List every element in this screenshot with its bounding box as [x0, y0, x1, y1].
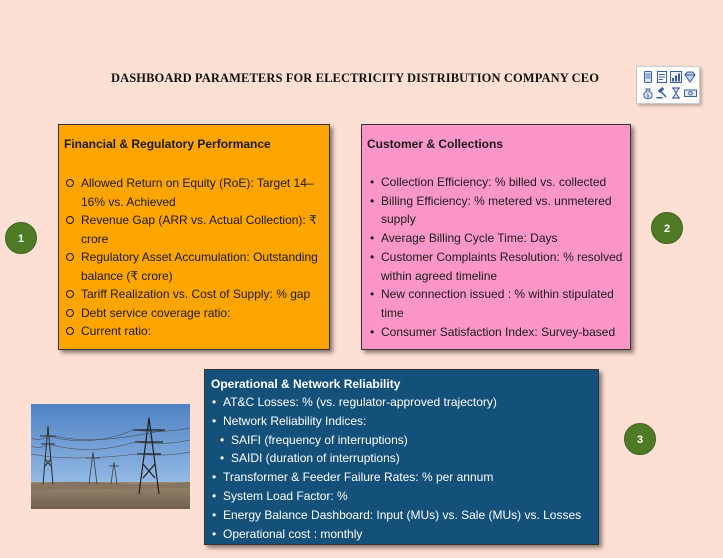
icon-strip [636, 66, 700, 104]
marker-3: 3 [624, 423, 656, 455]
banknote-icon [684, 87, 697, 99]
financial-heading: Financial & Regulatory Performance [64, 137, 271, 151]
list-item: • Network Reliability Indices: [211, 412, 598, 431]
list-item: • Billing Efficiency: % metered vs. unmetered supply [367, 192, 630, 229]
financial-list [64, 174, 329, 341]
list-item: Allowed Return on Equity (RoE): Target 14–16% vs. Achieved [64, 174, 329, 211]
customer-collections-box [361, 124, 631, 350]
list-item: • Average Billing Cycle Time: Days [367, 229, 630, 248]
marker-2: 2 [651, 212, 683, 244]
financial-regulatory-box [58, 124, 330, 350]
list-item: Revenue Gap (ARR vs. Actual Collection): ₹ crore [64, 211, 329, 248]
money-bag-icon [642, 87, 654, 99]
list-item: • New connection issued : % within stipulated time [367, 285, 630, 322]
hourglass-icon [670, 87, 682, 99]
list-item: Tariff Realization vs. Cost of Supply: % gap [64, 285, 329, 304]
list-item: • System Load Factor: % [211, 487, 598, 506]
phone-icon [642, 71, 654, 83]
operational-list [211, 393, 598, 543]
operational-heading: Operational & Network Reliability [211, 377, 401, 391]
customer-list [367, 173, 630, 341]
diamond-icon [684, 71, 696, 83]
list-item: • Energy Balance Dashboard: Input (MUs) vs. Sale (MUs) vs. Losses [211, 506, 598, 525]
list-item: • Consumer Satisfaction Index: Survey-based [367, 323, 630, 342]
marker-1: 1 [5, 222, 37, 254]
list-item: • Customer Complaints Resolution: % resolved within agreed timeline [367, 248, 630, 285]
list-item: • AT&C Losses: % (vs. regulator-approved trajectory) [211, 393, 598, 412]
transmission-towers-photo [31, 404, 190, 509]
list-item: • SAIFI (frequency of interruptions) [211, 431, 598, 450]
operational-network-box [204, 369, 599, 545]
document-icon [656, 71, 668, 83]
list-item: Regulatory Asset Accumulation: Outstanding balance (₹ crore) [64, 248, 329, 285]
gavel-icon [656, 87, 668, 99]
list-item: • SAIDI (duration of interruptions) [211, 449, 598, 468]
list-item: Current ratio: [64, 322, 329, 341]
list-item: Debt service coverage ratio: [64, 304, 329, 323]
list-item: • Operational cost : monthly [211, 525, 598, 544]
list-item: • Transformer & Feeder Failure Rates: % per annum [211, 468, 598, 487]
bar-chart-icon [670, 71, 682, 83]
list-item: • Collection Efficiency: % billed vs. collected [367, 173, 630, 192]
customer-heading: Customer & Collections [367, 137, 504, 151]
svg-text:$: $ [646, 93, 650, 99]
page-title: DASHBOARD PARAMETERS FOR ELECTRICITY DISTRIBUTION COMPANY CEO [110, 71, 600, 85]
